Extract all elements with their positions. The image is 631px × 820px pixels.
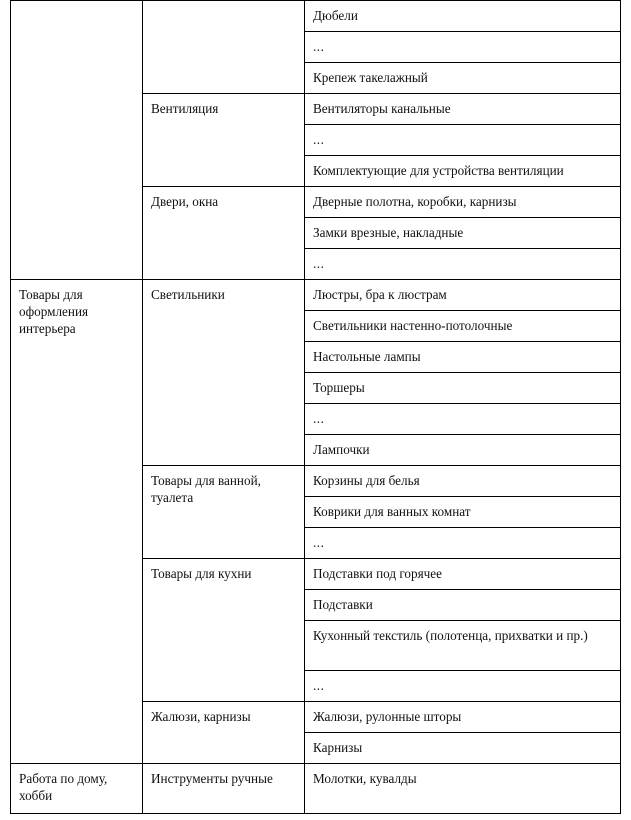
item-cell: Подставки [305, 590, 621, 621]
subgroup-cell-continued [143, 1, 305, 94]
subgroup-cell-lamps: Светильники [143, 280, 305, 466]
item-cell: Лампочки [305, 435, 621, 466]
item-cell: Настольные лампы [305, 342, 621, 373]
subgroup-cell-ventilation: Вентиляция [143, 94, 305, 187]
subgroup-cell-doors-windows: Двери, окна [143, 187, 305, 280]
item-cell: Торшеры [305, 373, 621, 404]
subgroup-cell-handtools: Инструменты ручные [143, 764, 305, 814]
item-cell: Дюбели [305, 1, 621, 32]
item-cell-ellipsis: ... [305, 32, 621, 63]
item-cell-ellipsis: ... [305, 528, 621, 559]
item-cell: Коврики для ванных комнат [305, 497, 621, 528]
item-cell: Замки врезные, накладные [305, 218, 621, 249]
item-cell: Корзины для белья [305, 466, 621, 497]
table-body [11, 1, 621, 814]
table-row [11, 280, 621, 311]
item-cell: Подставки под горячее [305, 559, 621, 590]
table-row [11, 764, 621, 814]
item-cell: Комплектующие для устройства вентиляции [305, 156, 621, 187]
item-cell: Карнизы [305, 733, 621, 764]
item-cell: Люстры, бра к люстрам [305, 280, 621, 311]
item-cell-ellipsis: ... [305, 404, 621, 435]
group-cell-continued [11, 1, 143, 280]
subgroup-cell-kitchen: Товары для кухни [143, 559, 305, 702]
group-cell-interior: Товары для оформления интерьера [11, 280, 143, 764]
item-cell: Крепеж такелажный [305, 63, 621, 94]
group-cell-homework: Работа по дому, хобби [11, 764, 143, 814]
item-cell: Жалюзи, рулонные шторы [305, 702, 621, 733]
product-catalog-table [10, 0, 621, 814]
table-row [11, 1, 621, 32]
item-cell-ellipsis: ... [305, 671, 621, 702]
item-cell: Кухонный текстиль (полотенца, прихватки и пр.) [305, 621, 621, 671]
subgroup-cell-blinds: Жалюзи, карнизы [143, 702, 305, 764]
item-cell: Светильники настенно-потолочные [305, 311, 621, 342]
item-cell: Дверные полотна, коробки, карнизы [305, 187, 621, 218]
subgroup-cell-bathroom: Товары для ванной, туалета [143, 466, 305, 559]
item-cell: Вентиляторы канальные [305, 94, 621, 125]
item-cell-ellipsis: ... [305, 249, 621, 280]
item-cell: Молотки, кувалды [305, 764, 621, 814]
item-cell-ellipsis: ... [305, 125, 621, 156]
